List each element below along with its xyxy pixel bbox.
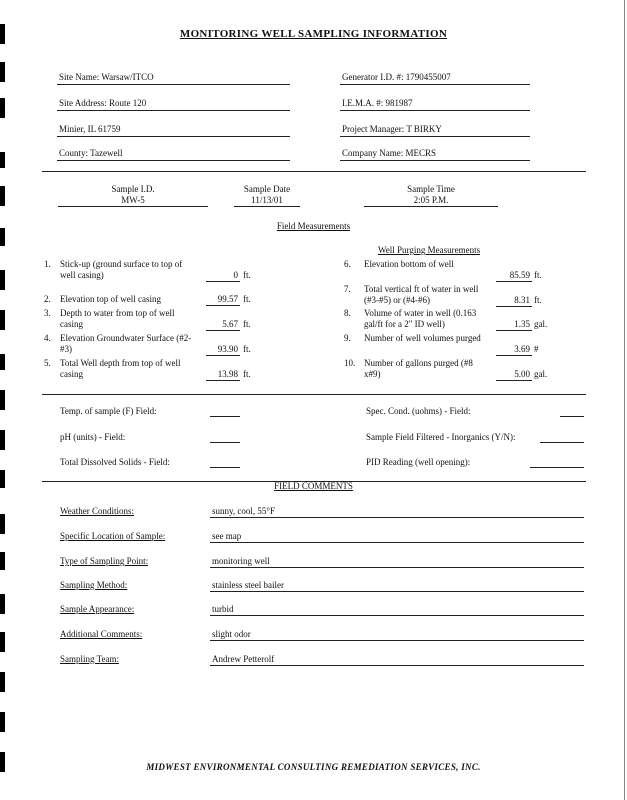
binding-mark bbox=[0, 310, 5, 330]
comment-value: sunny, cool, 55°F bbox=[212, 506, 276, 516]
underline bbox=[340, 110, 530, 111]
item-value: 93.90 bbox=[217, 344, 238, 354]
underline bbox=[57, 160, 290, 161]
item-value: 5.00 bbox=[514, 369, 530, 379]
underline bbox=[340, 136, 530, 137]
comment-value: stainless steel bailer bbox=[212, 580, 284, 590]
binding-mark bbox=[0, 672, 5, 692]
item-unit: ft. bbox=[243, 369, 251, 379]
binding-mark bbox=[0, 270, 5, 290]
sample-id-label: Sample I.D. bbox=[111, 184, 155, 194]
item-number: 9. bbox=[344, 333, 351, 343]
comment-label: Specific Location of Sample: bbox=[60, 531, 166, 541]
underline bbox=[210, 517, 584, 518]
underline bbox=[206, 305, 240, 306]
item-number: 3. bbox=[44, 308, 51, 318]
county-field: County: Tazewell bbox=[59, 148, 123, 158]
blank-line bbox=[210, 467, 240, 468]
item-unit: ft. bbox=[243, 294, 251, 304]
sample-time-label: Sample Time bbox=[407, 184, 455, 194]
item-unit: gal. bbox=[534, 319, 548, 329]
item-label: Total vertical ft of water in well bbox=[364, 284, 479, 294]
binding-mark bbox=[0, 430, 5, 450]
underline bbox=[57, 136, 290, 137]
item-label: Number of well volumes purged bbox=[364, 333, 481, 343]
item-number: 8. bbox=[344, 308, 351, 318]
item-unit: # bbox=[534, 344, 539, 354]
underline bbox=[206, 281, 240, 282]
underline bbox=[210, 640, 584, 641]
comment-value: see map bbox=[212, 531, 242, 541]
site-name-field: Site Name: Warsaw/ITCO bbox=[59, 72, 154, 82]
tds-label: Total Dissolved Solids - Field: bbox=[60, 457, 170, 467]
item-label: Elevation bottom of well bbox=[364, 259, 454, 269]
item-number: 7. bbox=[344, 284, 351, 294]
well-purging-heading: Well Purging Measurements bbox=[378, 245, 481, 255]
item-value: 0 bbox=[233, 270, 238, 280]
underline bbox=[496, 330, 532, 331]
underline bbox=[206, 330, 240, 331]
sample-date-label: Sample Date bbox=[243, 184, 291, 194]
underline bbox=[496, 281, 532, 282]
underline bbox=[210, 591, 584, 592]
comment-label: Weather Conditions: bbox=[60, 506, 135, 516]
item-number: 6. bbox=[344, 259, 351, 269]
page-right-border bbox=[624, 0, 625, 800]
item-label: Total Well depth from top of well bbox=[60, 358, 181, 368]
item-number: 5. bbox=[44, 358, 51, 368]
section-divider bbox=[42, 171, 586, 172]
item-label: #3) bbox=[60, 344, 72, 354]
binding-mark bbox=[0, 632, 5, 652]
underline bbox=[57, 84, 290, 85]
comment-label: Sampling Method: bbox=[60, 580, 128, 590]
underline bbox=[340, 84, 530, 85]
company-footer: MIDWEST ENVIRONMENTAL CONSULTING REMEDIATION SERVICES, INC. bbox=[146, 762, 481, 772]
comment-value: monitoring well bbox=[212, 556, 270, 566]
item-value: 1.35 bbox=[514, 319, 530, 329]
binding-mark bbox=[0, 390, 5, 410]
item-label: gal/ft for a 2" ID well) bbox=[364, 319, 445, 329]
project-manager-field: Project Manager: T BIRKY bbox=[342, 124, 442, 134]
item-label: (#3-#5) or (#4-#6) bbox=[364, 295, 430, 305]
item-label: Depth to water from top of well bbox=[60, 308, 175, 318]
item-unit: ft. bbox=[243, 344, 251, 354]
comment-value: turbid bbox=[212, 604, 234, 614]
blank-line bbox=[530, 467, 584, 468]
blank-line bbox=[210, 442, 240, 443]
pid-label: PID Reading (well opening): bbox=[366, 457, 471, 467]
item-unit: gal. bbox=[534, 369, 548, 379]
section-divider bbox=[42, 394, 586, 395]
ph-label: pH (units) - Field: bbox=[60, 432, 126, 442]
underline bbox=[496, 380, 532, 381]
item-value: 13.98 bbox=[217, 369, 238, 379]
item-unit: ft. bbox=[534, 270, 542, 280]
item-label: Volume of water in well (0.163 bbox=[364, 308, 477, 318]
underline bbox=[364, 206, 498, 207]
item-label: casing bbox=[60, 319, 83, 329]
binding-mark bbox=[0, 152, 5, 168]
comment-value: Andrew Petterolf bbox=[212, 654, 275, 664]
binding-mark bbox=[0, 354, 5, 370]
sample-id-value: MW-5 bbox=[121, 195, 145, 205]
binding-mark bbox=[0, 712, 5, 732]
page-title: MONITORING WELL SAMPLING INFORMATION bbox=[179, 28, 448, 40]
underline bbox=[206, 355, 240, 356]
item-number: 4. bbox=[44, 333, 51, 343]
underline bbox=[58, 206, 208, 207]
filtered-label: Sample Field Filtered - Inorganics (Y/N): bbox=[366, 432, 516, 442]
item-label: Number of gallons purged (#8 bbox=[364, 358, 473, 368]
item-number: 10. bbox=[344, 358, 356, 368]
spec-cond-label: Spec. Cond. (uohms) - Field: bbox=[366, 406, 471, 416]
binding-mark bbox=[0, 514, 5, 534]
underline bbox=[210, 615, 584, 616]
item-unit: ft. bbox=[243, 270, 251, 280]
comment-label: Type of Sampling Point: bbox=[60, 556, 149, 566]
item-label: casing bbox=[60, 369, 83, 379]
item-value: 5.67 bbox=[222, 319, 238, 329]
item-label: well casing) bbox=[60, 270, 104, 280]
comment-label: Sampling Team: bbox=[60, 654, 119, 664]
binding-mark bbox=[0, 594, 5, 614]
item-label: Elevation top of well casing bbox=[60, 294, 161, 304]
comment-value: slight odor bbox=[212, 629, 251, 639]
iema-field: I.E.M.A. #: 981987 bbox=[342, 98, 413, 108]
item-number: 2. bbox=[44, 294, 51, 304]
temp-label: Temp. of sample (F) Field: bbox=[60, 406, 157, 416]
blank-line bbox=[210, 416, 240, 417]
underline bbox=[57, 110, 290, 111]
comment-label: Additional Comments: bbox=[60, 629, 143, 639]
binding-mark bbox=[0, 552, 5, 570]
underline bbox=[496, 306, 532, 307]
generator-id-field: Generator I.D. #: 1790455007 bbox=[342, 72, 451, 82]
item-value: 85.59 bbox=[509, 270, 530, 280]
item-label: Elevation Groundwater Surface (#2- bbox=[60, 333, 192, 343]
company-field: Company Name: MECRS bbox=[342, 148, 436, 158]
item-value: 3.69 bbox=[514, 344, 530, 354]
site-address-field: Site Address: Route 120 bbox=[59, 98, 147, 108]
field-comments-heading: FIELD COMMENTS bbox=[274, 481, 353, 491]
underline bbox=[496, 355, 532, 356]
blank-line bbox=[560, 416, 584, 417]
underline bbox=[340, 160, 530, 161]
item-unit: ft. bbox=[534, 295, 542, 305]
item-label: Stick-up (ground surface to top of bbox=[60, 259, 183, 269]
binding-mark bbox=[0, 62, 5, 82]
underline bbox=[210, 665, 584, 666]
field-measurements-heading: Field Measurements bbox=[276, 221, 351, 231]
item-unit: ft. bbox=[243, 319, 251, 329]
item-value: 8.31 bbox=[514, 295, 530, 305]
blank-line bbox=[540, 442, 584, 443]
underline bbox=[210, 542, 584, 543]
underline bbox=[234, 206, 300, 207]
city-field: Minier, IL 61759 bbox=[59, 124, 121, 134]
binding-mark bbox=[0, 186, 5, 206]
sample-date-value: 11/13/01 bbox=[251, 195, 283, 205]
item-label: x#9) bbox=[364, 369, 381, 379]
item-number: 1. bbox=[44, 259, 51, 269]
binding-mark bbox=[0, 98, 5, 118]
comment-label: Sample Appearance: bbox=[60, 604, 135, 614]
underline bbox=[206, 380, 240, 381]
underline bbox=[210, 567, 584, 568]
sample-time-value: 2:05 P.M. bbox=[413, 195, 449, 205]
item-value: 99.57 bbox=[217, 294, 238, 304]
